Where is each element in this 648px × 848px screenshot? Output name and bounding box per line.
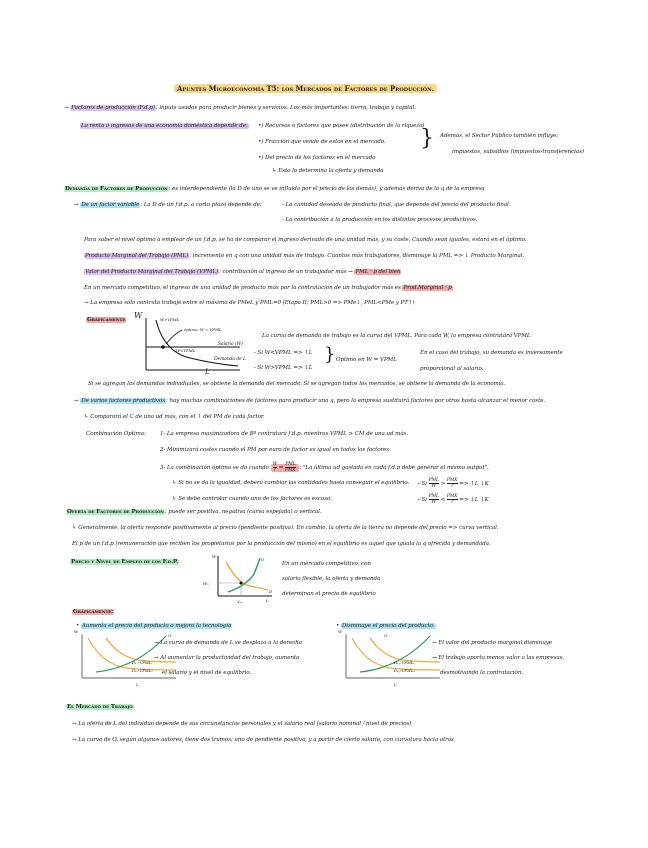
renta-heading: La renta o ingresos de una economía doméstica depende de: [81,123,248,129]
competitive-note: En un mercado competitivo, el ingreso de una unidad de producto más por la contratación de un trabajador más es Prod.Marginal · p [84,285,452,291]
condition: - Si W>VPML => ↓L [254,365,313,371]
dependency: - La cantidad deseada de producto final, que depende del precio del producto final [282,202,509,208]
graph-note: → El valor del producto marginal disminuye [432,640,553,646]
graficamente-label: Gráficamente [87,317,126,323]
axis-x-label: L [266,598,269,603]
renta-subitem: ↳ Esto lo determina la oferta y demanda [272,168,384,174]
axis-x-label: L [394,682,397,687]
varios-sub: ↳ Comparará el C de una ud más, con el ↑ del PM de cada factor. [84,414,265,420]
graph-explanation: La curva de demanda de trabajo es la curva del VPML. Para cada W, la empresa contratará VPML [262,333,531,339]
demand1-label: D₁ / VPML₁ [394,660,415,665]
axis-y-label: W [212,554,217,559]
oferta-paragraph: El p de un f.d.p (remuneración que reciben los propietarios por la producción del mismo) en el equilibrio es aquel que iguala la q ofrecida y demandada. [72,541,491,547]
demand1-label: D₁ / VPML₁ [132,660,153,665]
graph-note: → El trabajo aporta menos valor a las empresas, [432,655,565,661]
renta-item: •) Del precio de los factores en el mercado [258,155,376,161]
precio-heading: Precio y Nivel de Empleo de los F.d.P. [71,559,179,565]
paragraph: Para saber el nivel óptimo a emplear de un f.d.p, se ha de comparar el ingreso derivado de una unidad más, y su coste. Cuando sean iguales, estará en el óptimo. [84,237,527,243]
condition: - Si W<VPML => ↑L [254,350,313,356]
shift-left-title: • Disminuye el precio del producto. [336,623,435,629]
demanda-label: Demanda de L [214,357,246,362]
w0-label: W₀ [203,581,209,586]
rule: 1- La empresa maximizadora de Bº contratará f.d.p. mientras VPML > CM de una ud más. [160,431,408,437]
optimo-text: Óptimo en W = VPML [336,357,397,363]
demanda-heading: Demanda de Factores de Producción: es interdependiente (la D de uno se ve influida por el precio de los demás), y además deriva de la q de la empresa [65,186,485,192]
axis-y-label: W [338,629,343,634]
mercado-note: → La oferta de L del individuo depende de sus circunstancias personales y el salario real (salario nominal / nivel de precios) [72,721,412,727]
precio-text: salario flexible, la oferta y demanda [282,576,381,582]
side-note: impuestos, subsidios (impuestos-transferencias) [452,149,584,155]
salario-label: Salario (W) [218,342,243,347]
rule: 2- Minimizará costes cuando el PM por euro de factor es igual en todos los factores. [160,447,391,453]
axis-x-label: L [205,368,210,376]
combinacion-label: Combinación Óptima: [86,431,146,437]
precio-text: determinan el precio de equilibrio [282,591,376,597]
supply-label: O [168,633,172,638]
labor-demand-graph [130,312,270,382]
dependency: - La contribución a la producción en los distintos procesos productivos. [282,217,478,223]
rule-sub: ↳ Se debe controlar cuando uno de los factores es escaso. [172,496,332,502]
equilibrium-graph [210,554,280,606]
oferta-heading: Oferta de Factores de Producción: puede ser positiva, negativa (curva espejada) o vertical. [67,509,322,515]
precio-text: En un mercado competitivo, con [282,561,371,567]
graph-note: el salario y el nivel de equilibrio. [162,670,252,676]
renta-item: •) Recursos o factores que posee (distribución de la riqueza) [258,123,425,129]
renta-item: •) Fracción que vende de estos en el mercado. [258,139,386,145]
demand0-label: D₀ / VPML₀ [132,668,153,673]
vpml-definition: Valor del Producto Marginal del Trabajo (VPML): contribución al ingreso de un trabajador más → PML · p del bien [85,269,401,275]
equality-formula: $\frac{W}{r}$ = $\frac{\text{PML}}{\text{PMK}}$ [271,464,300,472]
axis-y-label: W [74,629,79,634]
condition-formula: - Si $\frac{\text{PML}}{W}$ < $\frac{\text{PMK}}{r}$ => ↓L ↑K [418,494,489,505]
demand-label: D [269,589,273,594]
rule-sub: ↳ Si no se da la igualdad, deberá cambiar las cantidades hasta conseguir el equilibrio. [172,480,410,486]
mercado-trabajo-heading: El Mercado de Trabajo [67,704,133,710]
rule: 3- La combinación óptima se da cuando $\frac{W}{r}$ = $\frac{\text{PML}}{\text{PMK}}$ : "La última ud gastada en cada f.d.p debe generar el mismo output". [160,462,489,473]
graph-note: → La curva de demanda de L se desplaza a la derecha [154,640,302,646]
shift-right-title: • Aumenta el precio del producto o mejora la tecnología [76,623,232,629]
page-title: Apuntes Microeconomía T5: los Mercados de Factores de Producción. [174,84,437,93]
curve-label: W>VPML [160,317,180,322]
supply-label: O [261,557,265,562]
supply-label: O [384,633,388,638]
brace: } [324,344,336,365]
axis-x-label: L [136,682,139,687]
contrata-note: → La empresa sólo contrata trabajo entre el máximo de PMeL y PML=0 (Etapa II; PML>0 => PMe↓, PML<PMe y PT↑) [84,300,415,306]
graph-note: → Al aumentar la productividad del trabajo, aumenta [154,655,300,661]
brace: } [420,126,434,151]
side-note: Además, el Sector Público también influye; [440,133,558,139]
condition-formula: - Si $\frac{\text{PML}}{W}$ > $\frac{\text{PMK}}{r}$ => ↑L ↓K [418,478,489,489]
varios-factores: → De varios factores productivos: hay muchas combinaciones de factores para producir una q, pero la empresa sustituirá factores por otros hasta alcanzar el menor coste. [74,398,546,404]
graph-explanation: proporcional al salario. [420,366,484,372]
graph-note: desmotivando la contratación. [440,670,523,676]
graficamente-label: Gráficamente: [73,609,114,615]
agregacion-note: Si se agregan las demandas individuales, se obtiene la demanda del mercado. Si se agregan todos los mercados, se obtiene la demanda de la economía. [88,381,506,387]
mercado-note: → La curva de O. según algunos autores, tiene dos tramos; uno de pendiente positiva, y a partir de cierto salario, con curvatura hacia atrás [72,737,454,743]
graph-explanation: En el caso del trabajo, su demanda es inversamente [420,350,563,356]
pml-definition: Producto Marginal del Trabajo (PML): incremento en q con una unidad más de trabajo. Cuantos más trabajadores, disminuye la PML => ↓ Producto Marginal. [85,253,525,259]
l0-label: L₀ [238,599,243,604]
variable-factor: → De un factor variable: La D de un f.d.p. a corto plazo depende de: [74,202,262,208]
axis-y-label: W [134,311,143,320]
demand0-label: D₀ / VPML₀ [394,668,415,673]
factores-definition: → Factores de producción (F.d.p): inputs usados para producir bienes y servicios. Los más importantes: tierra, trabajo y capital. [64,105,416,111]
optimo-label: óptimo: W = VPML [184,327,222,332]
oferta-sub: ↳ Generalmente, la oferta responde positivamente al precio (pendiente positiva). En cambio, la oferta de la tierra no depende del precio => curva vertical. [72,525,499,531]
curve-label: W<VPML [176,348,196,353]
